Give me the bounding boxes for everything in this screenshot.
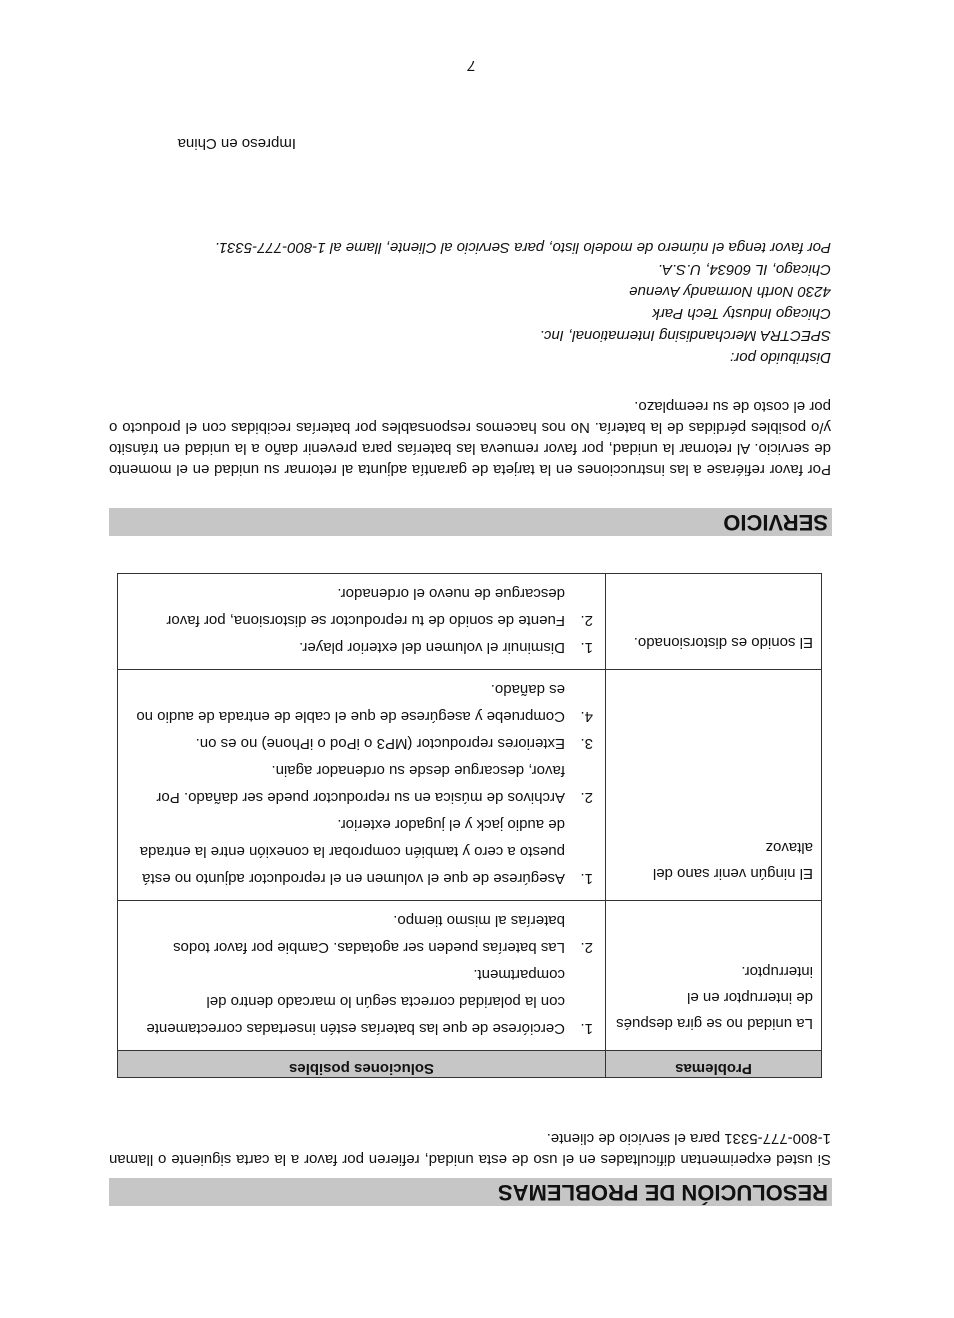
solution-number: 1. [580,639,593,656]
distributor-label: Distribuido por: [730,349,831,366]
solution-item [126,961,593,1042]
troubleshooting-intro: Si usted experimentan dificultades en el uso de esta unidad, refieren por favor a la carta siguiente o llaman 1-800-777-5331 para el servicio de cliente. [109,1130,831,1168]
solution-number: 2. [580,612,593,629]
header-solutions: Soluciones posibles [118,1051,606,1078]
solution-text: Cerciórese de que las baterías estén insertadas correctamente con la polaridad correcta según lo marcado dentro del compartment. [146,966,565,1037]
table-row [118,670,822,901]
solution-text: Las baterías pueden ser agotadas. Cambie por favor todos baterías al mismo tiempo. [173,912,565,956]
table-header-row [118,1051,822,1078]
distributor-street: 4230 North Normandy Avenue [629,283,831,300]
solution-number: 4. [580,708,593,725]
solution-text: Asegúrese de que el volumen en el reproductor adjunto no está puesto a cero y también comprobar la conexión entre la entrada de audio jack y el jugador exterior. [139,816,565,887]
troubleshooting-heading: RESOLUCIÓN DE PROBLEMAS [109,1178,832,1206]
solution-item [126,730,593,757]
solution-text: Compruebe y asegúrese de que el cable de entrada de audio no es dañado. [136,681,565,725]
table-row [118,574,822,670]
distributor-park: Chicago Industy Tech Park [652,305,831,322]
solution-number: 1. [580,1020,593,1037]
problem-cell: El ningún venir sano del altavoz [606,670,822,901]
solution-item [126,676,593,730]
solution-item [126,634,593,661]
problem-cell: La unidad no se gira después de interruptor en el interruptor. [606,901,822,1051]
distributor-block [215,236,831,368]
solution-number: 3. [580,735,593,752]
solutions-cell [118,670,606,901]
solution-number: 2. [580,939,593,956]
troubleshooting-table [117,573,822,1078]
service-body: Por favor refiérase a las instrucciones en la tarjeta de garantía adjunta al retornar su unidad en el momento de servicio. Al retornar la unidad, por favor remueva las baterías para prevenir daño a la unidad en tránsito y/o posibles pérdidas de la batería. No nos hacemos responsables por baterías recibidas con el producto o por el costo de su reemplazo. [109,398,831,478]
distributor-company: SPECTRA Merchandising International, Inc. [539,327,831,344]
solution-number: 1. [580,870,593,887]
solution-item [126,757,593,811]
solution-text: Exteriores reproductor (MP3 o iPod o iPhone) no es on. [195,735,565,752]
solution-text: Fuente de sonido de tu reproductor se distorsiona, por favor descargue de nuevo el ordenador. [166,585,565,629]
solution-text: Disminuir el volumen del exterior player. [299,639,565,656]
solutions-cell [118,574,606,670]
customer-service-note: Por favor tenga el número de modelo listo, para Servicio al Cliente, llame al 1-800-777-5331. [214,239,831,256]
solution-item [126,907,593,961]
header-problems: Problemas [606,1051,822,1078]
table-row [118,901,822,1051]
solutions-cell [118,901,606,1051]
service-heading: SERVICIO [109,508,832,536]
solution-number: 2. [580,789,593,806]
solution-text: Archivos de música en su reproductor puede ser dañado. Por favor, descargue desde su ordenador again. [156,762,565,806]
solution-item [126,580,593,634]
distributor-city: Chicago, IL 60634, U.S.A. [657,261,831,278]
solution-item [126,811,593,892]
problem-cell: El sonido es distorsionado. [606,574,822,670]
page-number: 7 [467,57,476,74]
printed-in: Impreso en China [177,135,296,152]
